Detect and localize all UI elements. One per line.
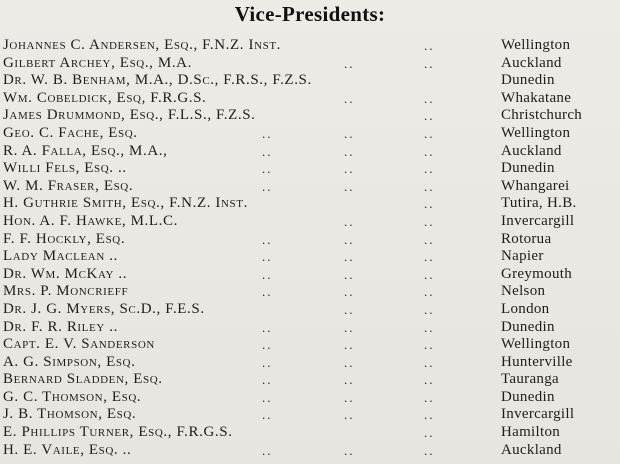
leader-dots: .. — [262, 389, 273, 405]
member-location: Rotorua — [501, 230, 552, 247]
leader-dots: .. — [424, 178, 435, 194]
member-name: Capt. E. V. Sanderson — [3, 336, 155, 353]
leader-dots: .. — [262, 125, 273, 141]
leader-dots: .. — [344, 301, 355, 317]
list-item — [0, 248, 620, 266]
leader-dots: .. — [424, 389, 435, 405]
leader-dots: .. — [424, 319, 435, 335]
member-name: Dr. Wm. McKay .. — [3, 265, 128, 282]
vice-presidents-list — [0, 37, 620, 459]
list-item — [0, 55, 620, 73]
member-name: Geo. C. Fache, Esq. — [3, 124, 138, 141]
member-location: Hunterville — [501, 353, 573, 370]
member-name: Dr. W. B. Benham, M.A., D.Sc., F.R.S., F.Z.S. — [3, 72, 312, 89]
leader-dots: .. — [424, 161, 435, 177]
leader-dots: .. — [262, 161, 273, 177]
leader-dots: .. — [344, 55, 355, 71]
member-location: London — [501, 300, 550, 317]
leader-dots: .. — [262, 178, 273, 194]
member-name: Dr. F. R. Riley .. — [3, 318, 118, 335]
list-item — [0, 442, 620, 460]
member-location: Wellington — [501, 124, 571, 141]
leader-dots: .. — [344, 266, 355, 282]
leader-dots: .. — [344, 90, 355, 106]
member-name: J. B. Thomson, Esq. — [3, 406, 137, 423]
list-item — [0, 213, 620, 231]
leader-dots: .. — [424, 38, 435, 53]
leader-dots: .. — [262, 284, 273, 300]
member-location: Hamilton — [501, 424, 561, 441]
member-location: Whangarei — [501, 177, 570, 194]
member-location: Tutira, H.B. — [501, 195, 577, 212]
list-item — [0, 319, 620, 337]
leader-dots: .. — [262, 407, 273, 423]
leader-dots: .. — [344, 337, 355, 353]
leader-dots: .. — [262, 249, 273, 265]
member-name: Lady Maclean .. — [3, 248, 118, 265]
member-name: Johannes C. Andersen, Esq., F.N.Z. Inst. — [3, 37, 282, 53]
leader-dots: .. — [344, 249, 355, 265]
member-name: W. M. Fraser, Esq. — [3, 177, 134, 194]
leader-dots: .. — [424, 372, 435, 388]
leader-dots: .. — [424, 407, 435, 423]
list-item — [0, 178, 620, 196]
list-item — [0, 424, 620, 442]
leader-dots: .. — [424, 425, 435, 441]
list-item — [0, 72, 620, 90]
list-item — [0, 195, 620, 213]
leader-dots: .. — [424, 231, 435, 247]
member-name: Mrs. P. Moncrieff — [3, 283, 129, 300]
member-location: Whakatane — [501, 89, 572, 106]
list-item — [0, 266, 620, 284]
leader-dots: .. — [424, 108, 435, 124]
leader-dots: .. — [344, 372, 355, 388]
member-name: G. C. Thomson, Esq. — [3, 388, 142, 405]
leader-dots: .. — [344, 442, 355, 458]
leader-dots: .. — [424, 284, 435, 300]
leader-dots: .. — [424, 249, 435, 265]
leader-dots: .. — [424, 337, 435, 353]
member-location: Dunedin — [501, 72, 555, 89]
leader-dots: .. — [424, 90, 435, 106]
member-name: Hon. A. F. Hawke, M.L.C. — [3, 212, 178, 229]
leader-dots: .. — [262, 231, 273, 247]
leader-dots: .. — [344, 284, 355, 300]
member-name: E. Phillips Turner, Esq., F.R.G.S. — [3, 424, 233, 441]
leader-dots: .. — [424, 125, 435, 141]
list-item — [0, 301, 620, 319]
leader-dots: .. — [344, 319, 355, 335]
member-name: James Drummond, Esq., F.L.S., F.Z.S. — [3, 107, 256, 124]
leader-dots: .. — [424, 213, 435, 229]
list-item — [0, 90, 620, 108]
leader-dots: .. — [344, 354, 355, 370]
leader-dots: .. — [424, 442, 435, 458]
leader-dots: .. — [424, 354, 435, 370]
list-item — [0, 336, 620, 354]
member-name: Dr. J. G. Myers, Sc.D., F.E.S. — [3, 300, 205, 317]
member-name: Bernard Sladden, Esq. — [3, 371, 163, 388]
leader-dots: .. — [344, 178, 355, 194]
member-name: F. F. Hockly, Esq. — [3, 230, 126, 247]
member-location: Invercargill — [501, 406, 575, 423]
leader-dots: .. — [262, 372, 273, 388]
leader-dots: .. — [344, 389, 355, 405]
leader-dots: .. — [262, 442, 273, 458]
leader-dots: .. — [262, 354, 273, 370]
member-location: Dunedin — [501, 318, 555, 335]
leader-dots: .. — [424, 143, 435, 159]
member-location: Wellington — [501, 336, 571, 353]
member-name: A. G. Simpson, Esq. — [3, 353, 136, 370]
list-item — [0, 371, 620, 389]
member-location: Wellington — [501, 37, 571, 53]
member-location: Nelson — [501, 283, 546, 300]
leader-dots: .. — [344, 161, 355, 177]
leader-dots: .. — [424, 196, 435, 212]
member-name: Gilbert Archey, Esq., M.A. — [3, 54, 192, 71]
list-item — [0, 406, 620, 424]
member-name: H. E. Vaile, Esq. .. — [3, 441, 132, 458]
member-name: Willi Fels, Esq. .. — [3, 160, 127, 177]
leader-dots: .. — [424, 301, 435, 317]
list-item — [0, 143, 620, 161]
list-item — [0, 354, 620, 372]
member-location: Auckland — [501, 441, 562, 458]
member-location: Dunedin — [501, 160, 555, 177]
member-location: Dunedin — [501, 388, 555, 405]
leader-dots: .. — [344, 231, 355, 247]
leader-dots: .. — [344, 213, 355, 229]
leader-dots: .. — [424, 266, 435, 282]
member-location: Greymouth — [501, 265, 573, 282]
list-item — [0, 283, 620, 301]
leader-dots: .. — [344, 125, 355, 141]
list-item — [0, 37, 620, 55]
member-name: H. Guthrie Smith, Esq., F.N.Z. Inst. — [3, 195, 248, 212]
leader-dots: .. — [262, 266, 273, 282]
member-name: Wm. Cobeldick, Esq, F.R.G.S. — [3, 89, 207, 106]
member-location: Auckland — [501, 54, 562, 71]
list-item — [0, 231, 620, 249]
list-item — [0, 389, 620, 407]
leader-dots: .. — [344, 407, 355, 423]
leader-dots: .. — [424, 55, 435, 71]
member-location: Tauranga — [501, 371, 559, 388]
member-location: Invercargill — [501, 212, 575, 229]
leader-dots: .. — [262, 319, 273, 335]
member-name: R. A. Falla, Esq., M.A., — [3, 142, 168, 159]
leader-dots: .. — [262, 143, 273, 159]
leader-dots: .. — [262, 337, 273, 353]
list-item — [0, 107, 620, 125]
list-item — [0, 160, 620, 178]
leader-dots: .. — [344, 143, 355, 159]
section-heading: Vice-Presidents: — [234, 2, 386, 26]
list-item — [0, 125, 620, 143]
member-location: Christchurch — [501, 107, 583, 124]
member-location: Napier — [501, 248, 544, 265]
member-location: Auckland — [501, 142, 562, 159]
